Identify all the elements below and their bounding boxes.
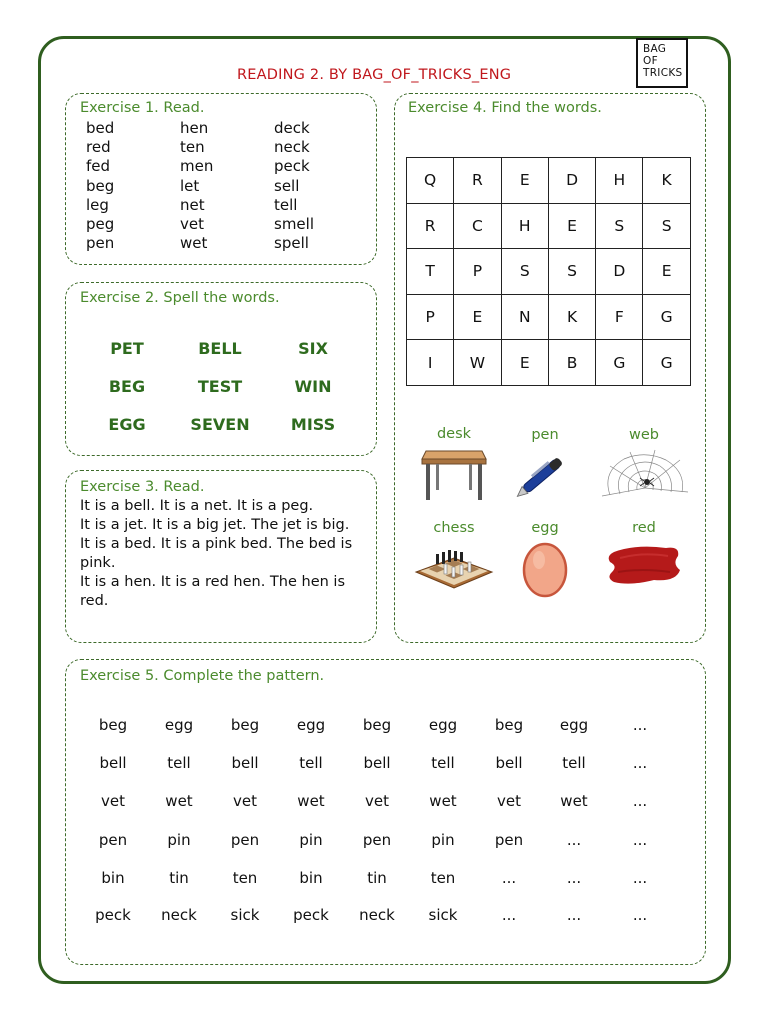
pattern-word: peck <box>95 906 131 924</box>
pattern-word: pin <box>431 831 455 849</box>
logo-line: TRICKS <box>643 67 683 79</box>
grid-cell[interactable]: P <box>407 294 454 340</box>
pattern-word: egg <box>428 716 458 734</box>
word-search-grid <box>406 157 691 386</box>
pattern-blank[interactable]: ... <box>566 831 582 849</box>
pattern-word: bin <box>101 869 125 887</box>
spell-word: SEVEN <box>190 415 250 434</box>
pattern-word: neck <box>161 906 197 924</box>
pattern-word: bell <box>363 754 391 772</box>
grid-cell[interactable]: E <box>501 158 548 204</box>
word: peg <box>86 214 115 233</box>
grid-cell[interactable]: S <box>596 203 643 249</box>
spell-word: TEST <box>197 377 243 396</box>
picture-label-web: web <box>629 427 659 443</box>
spell-word: SIX <box>298 339 328 358</box>
word: hen <box>180 119 209 137</box>
pattern-blank[interactable]: ... <box>632 906 648 924</box>
picture-label-pen: pen <box>531 427 559 443</box>
pattern-blank[interactable]: ... <box>632 869 648 887</box>
spell-word: PET <box>110 339 144 358</box>
spell-word: BEG <box>108 377 146 396</box>
pattern-word: pen <box>98 831 128 849</box>
picture-label-red: red <box>632 520 656 536</box>
spell-word: MISS <box>290 415 336 434</box>
pattern-word: neck <box>359 906 395 924</box>
grid-cell[interactable]: B <box>548 340 595 386</box>
pattern-word: ten <box>430 869 456 887</box>
spell-word: WIN <box>294 377 332 396</box>
grid-cell[interactable]: N <box>501 294 548 340</box>
grid-cell[interactable]: G <box>596 340 643 386</box>
pattern-blank[interactable]: ... <box>632 716 648 734</box>
word: fed <box>86 157 111 176</box>
pattern-word: egg <box>559 716 589 734</box>
word-column <box>274 119 314 253</box>
pattern-word: beg <box>98 716 128 734</box>
pattern-word: tin <box>367 869 387 887</box>
pattern-word: wet <box>165 792 193 810</box>
picture-label-desk: desk <box>436 426 472 442</box>
reading-line: It is a bell. It is a net. It is a peg. <box>80 498 314 514</box>
pattern-blank[interactable]: ... <box>632 754 648 772</box>
exercise-2-title: Exercise 2. Spell the words. <box>80 290 280 306</box>
word: sell <box>274 176 300 195</box>
word: wet <box>180 234 208 253</box>
pattern-word: sick <box>230 906 260 924</box>
logo-line: BAG <box>643 43 667 55</box>
grid-cell[interactable]: W <box>454 340 501 386</box>
pattern-word: beg <box>494 716 524 734</box>
word: neck <box>274 138 310 157</box>
word: red <box>86 138 111 157</box>
pattern-blank[interactable]: ... <box>566 869 582 887</box>
grid-cell[interactable]: F <box>596 294 643 340</box>
pattern-word: bell <box>495 754 523 772</box>
word: leg <box>86 195 109 214</box>
word-column <box>180 119 213 253</box>
page-title: READING 2. BY BAG_OF_TRICKS_ENG <box>237 67 512 83</box>
pattern-word: bell <box>99 754 127 772</box>
pattern-word: peck <box>293 906 329 924</box>
grid-cell[interactable]: G <box>643 294 690 340</box>
pattern-word: sick <box>428 906 458 924</box>
grid-cell[interactable]: E <box>454 294 501 340</box>
grid-cell[interactable]: S <box>501 249 548 295</box>
grid-cell[interactable]: G <box>643 340 690 386</box>
pattern-word: vet <box>497 792 521 810</box>
pattern-word: tell <box>562 754 586 772</box>
exercise-3-text <box>80 497 370 611</box>
pattern-word: pin <box>299 831 323 849</box>
grid-cell[interactable]: Q <box>407 158 454 204</box>
grid-row <box>407 249 691 295</box>
grid-cell[interactable]: I <box>407 340 454 386</box>
pattern-blank[interactable]: ... <box>632 792 648 810</box>
grid-cell[interactable]: E <box>501 340 548 386</box>
grid-row <box>407 158 691 204</box>
pattern-word: pin <box>167 831 191 849</box>
pen-icon <box>515 445 577 501</box>
pattern-word: beg <box>362 716 392 734</box>
grid-cell[interactable]: S <box>643 203 690 249</box>
reading-line: It is a hen. It is a red hen. The hen is red. <box>80 574 346 609</box>
picture-label-egg: egg <box>531 520 559 536</box>
logo-line: OF <box>643 55 658 67</box>
pattern-word: wet <box>560 792 588 810</box>
word: deck <box>274 119 310 137</box>
grid-row <box>407 203 691 249</box>
reading-line: It is a bed. It is a pink bed. The bed is pink. <box>80 536 353 571</box>
grid-row <box>407 340 691 386</box>
pattern-word: egg <box>164 716 194 734</box>
word: peck <box>274 157 310 176</box>
word: beg <box>86 176 115 195</box>
word: smell <box>274 214 314 233</box>
spell-word: EGG <box>108 415 146 434</box>
pattern-word: ten <box>232 869 258 887</box>
grid-cell[interactable]: E <box>643 249 690 295</box>
grid-cell[interactable]: P <box>454 249 501 295</box>
egg-icon <box>520 540 570 598</box>
pattern-word: tell <box>167 754 191 772</box>
word: spell <box>274 234 309 253</box>
desk-icon <box>420 445 488 503</box>
grid-cell[interactable]: C <box>454 203 501 249</box>
pattern-word: wet <box>297 792 325 810</box>
word: pen <box>86 234 115 253</box>
pattern-word: pen <box>494 831 524 849</box>
word: let <box>180 176 200 195</box>
word: bed <box>86 119 115 137</box>
exercise-5-title: Exercise 5. Complete the pattern. <box>80 668 325 684</box>
grid-cell[interactable]: R <box>454 158 501 204</box>
picture-label-chess: chess <box>433 520 475 536</box>
pattern-blank[interactable]: ... <box>501 906 517 924</box>
exercise-4-title: Exercise 4. Find the words. <box>408 100 602 116</box>
grid-cell[interactable]: H <box>501 203 548 249</box>
word: ten <box>180 138 205 157</box>
pattern-word: bell <box>231 754 259 772</box>
grid-cell[interactable]: E <box>548 203 595 249</box>
red-paint-icon <box>606 542 684 588</box>
grid-cell[interactable]: R <box>407 203 454 249</box>
word: tell <box>274 195 298 214</box>
pattern-word: tell <box>299 754 323 772</box>
grid-cell[interactable]: H <box>596 158 643 204</box>
pattern-word: vet <box>365 792 389 810</box>
pattern-blank[interactable]: ... <box>632 831 648 849</box>
grid-cell[interactable]: K <box>548 294 595 340</box>
pattern-word: bin <box>299 869 323 887</box>
word: men <box>180 157 214 176</box>
word: vet <box>180 214 204 233</box>
chessboard-icon <box>414 540 494 590</box>
pattern-word: vet <box>233 792 257 810</box>
grid-cell[interactable]: T <box>407 249 454 295</box>
spider-web-icon <box>600 448 690 500</box>
pattern-word: vet <box>101 792 125 810</box>
grid-cell[interactable]: S <box>548 249 595 295</box>
spell-word: BELL <box>198 339 242 358</box>
grid-row <box>407 294 691 340</box>
grid-cell[interactable]: D <box>548 158 595 204</box>
grid-cell[interactable]: K <box>643 158 690 204</box>
pattern-word: tell <box>431 754 455 772</box>
pattern-word: egg <box>296 716 326 734</box>
pattern-word: pen <box>362 831 392 849</box>
pattern-blank[interactable]: ... <box>566 906 582 924</box>
reading-line: It is a jet. It is a big jet. The jet is big. <box>80 517 350 533</box>
pattern-word: pen <box>230 831 260 849</box>
exercise-1-title: Exercise 1. Read. <box>80 100 205 116</box>
pattern-word: wet <box>429 792 457 810</box>
pattern-blank[interactable]: ... <box>501 869 517 887</box>
word: net <box>180 195 205 214</box>
word-column <box>86 119 114 253</box>
bag-of-tricks-logo <box>636 38 688 88</box>
pattern-word: beg <box>230 716 260 734</box>
grid-cell[interactable]: D <box>596 249 643 295</box>
pattern-word: tin <box>169 869 189 887</box>
exercise-3-title: Exercise 3. Read. <box>80 479 205 495</box>
